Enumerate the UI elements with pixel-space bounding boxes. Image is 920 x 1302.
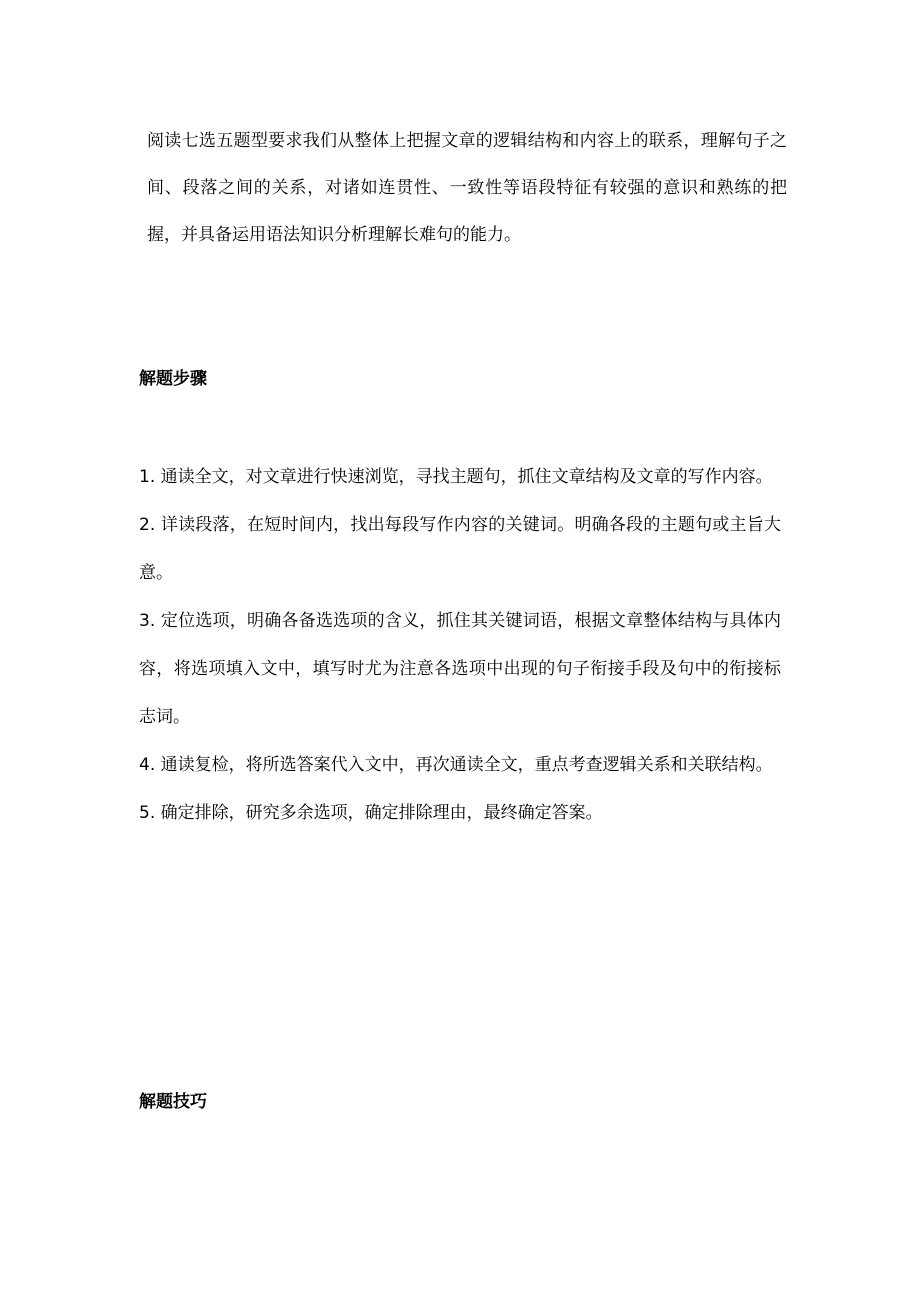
step-item-2: 2. 详读段落，在短时间内，找出每段写作内容的关键词。明确各段的主题句或主旨大意。 <box>139 515 781 583</box>
step-item-3: 3. 定位选项，明确各备选选项的含义，抓住其关键词语，根据文章整体结构与具体内容，将选项填入文中，填写时尤为注意各选项中出现的句子衔接手段及句中的衔接标志词。 <box>139 611 781 727</box>
tips-heading: 解题技巧 <box>139 1092 207 1112</box>
intro-paragraph: 阅读七选五题型要求我们从整体上把握文章的逻辑结构和内容上的联系，理解句子之间、段落之间的关系，对诸如连贯性、一致性等语段特征有较强的意识和熟练的把握，并具备运用语法知识分析理解长难句的能力。 <box>147 131 787 245</box>
step-item-1: 1. 通读全文，对文章进行快速浏览，寻找主题句，抓住文章结构及文章的写作内容。 <box>139 467 773 487</box>
step-item-4: 4. 通读复检，将所选答案代入文中，再次通读全文，重点考查逻辑关系和关联结构。 <box>139 755 773 775</box>
step-item-5: 5. 确定排除，研究多余选项，确定排除理由，最终确定答案。 <box>139 803 603 823</box>
steps-list <box>139 453 781 837</box>
steps-heading: 解题步骤 <box>139 369 207 389</box>
